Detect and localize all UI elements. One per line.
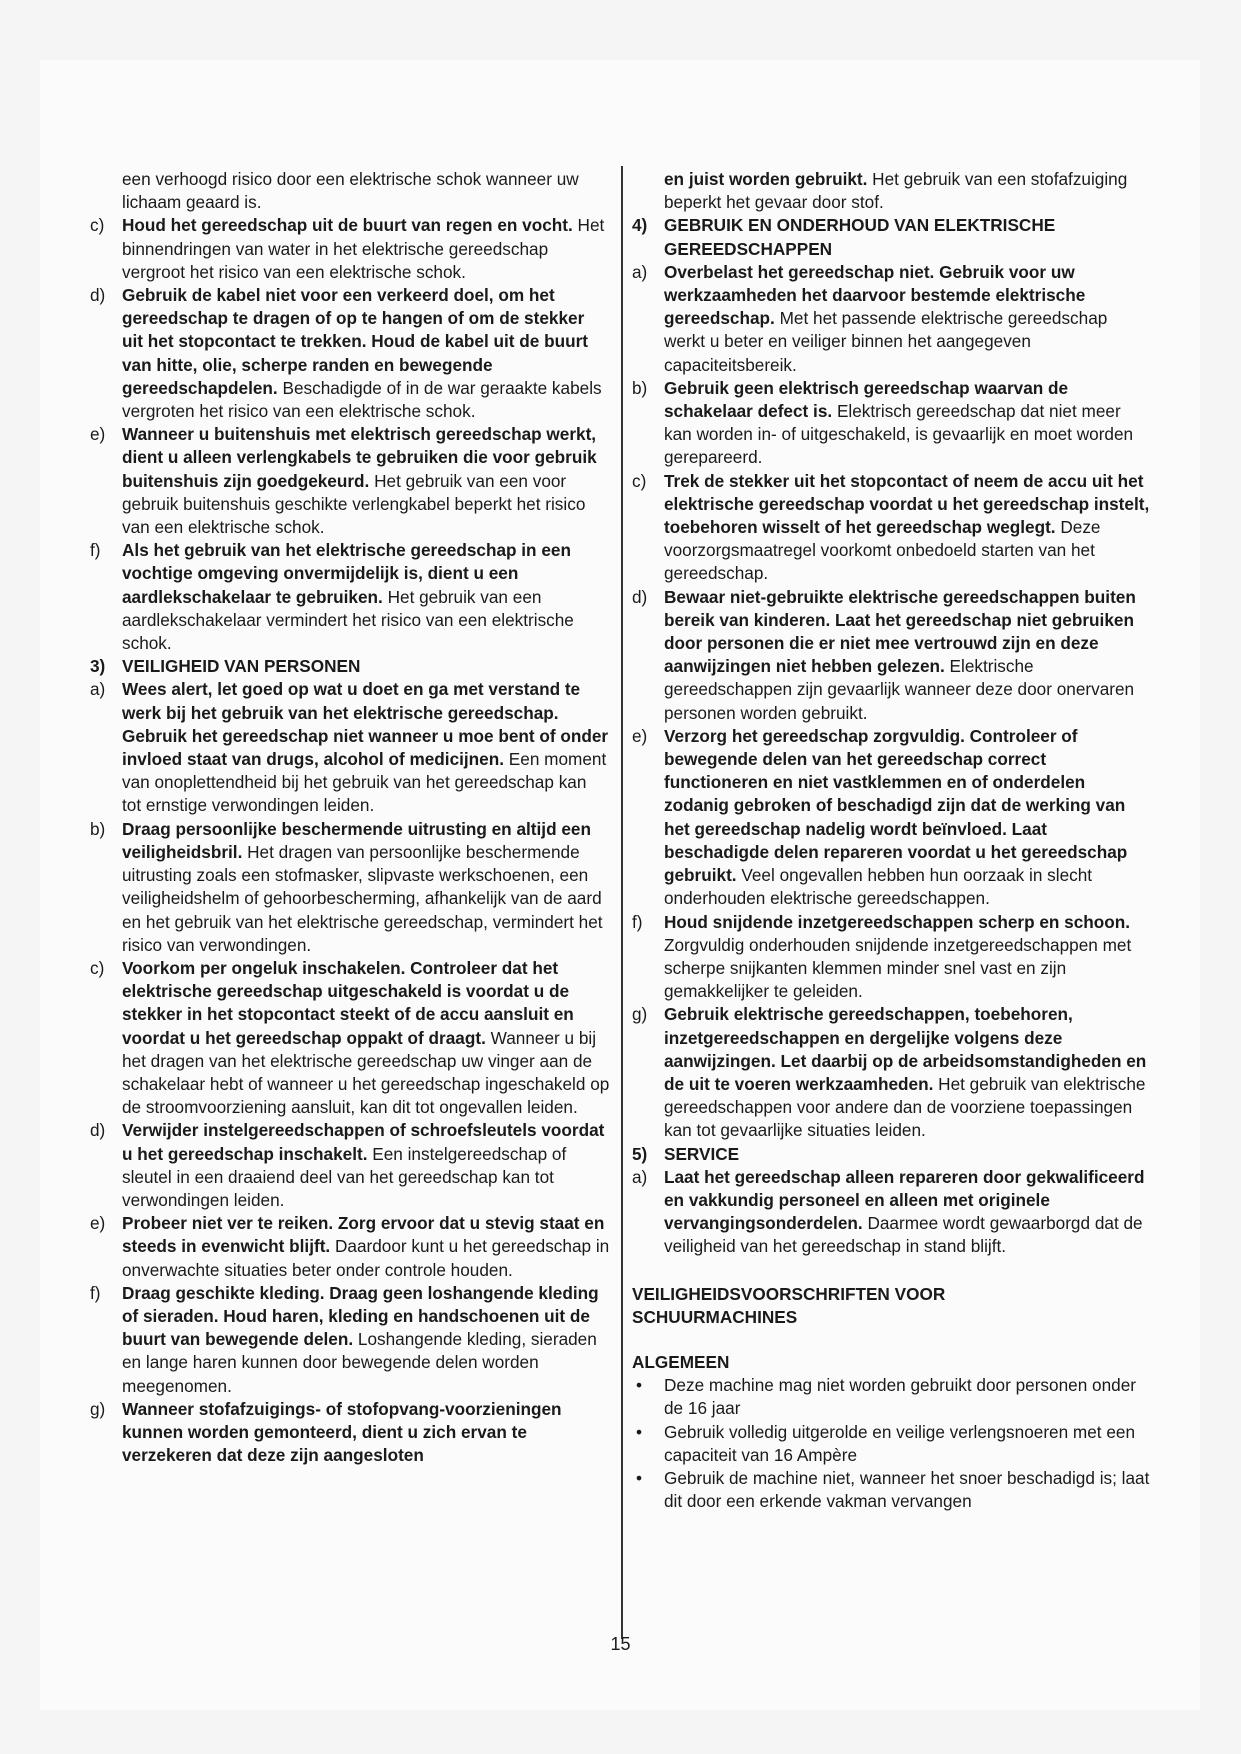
list-item: a) Overbelast het gereedschap niet. Gebruik voor uw werkzaamheden het daarvoor bestemde elektrische gereedschap. Met het passende elektrische gereedschap werkt u beter en veiliger binnen het aangegeven capaciteitsbereik. <box>632 261 1108 375</box>
section-heading-3: 3) VEILIGHEID VAN PERSONEN <box>90 656 361 677</box>
list-item: d) Bewaar niet-gebruikte elektrische gereedschappen buiten bereik van kinderen. Laat het gereedschap niet gebruiken door personen die er niet mee vertrouwd zijn en deze aanwijzingen niet hebben gelezen. Elektrische gereedschappen zijn gevaarlijk wanneer deze door onervaren personen worden gebruikt. <box>632 586 1136 723</box>
list-item: e) Probeer niet ver te reiken. Zorg ervoor dat u stevig staat en steeds in evenwicht blijft. Daardoor kunt u het gereedschap in onverwachte situaties beter onder controle houden. <box>90 1213 610 1280</box>
bullet-item: • Gebruik de machine niet, wanneer het snoer beschadigd is; laat dit door een erkende vakman vervangen <box>636 1467 1150 1512</box>
bullet-item: • Gebruik volledig uitgerolde en veilige verlengsnoeren met een capaciteit van 16 Ampère <box>636 1421 1136 1465</box>
bullet-item: • Deze machine mag niet worden gebruikt door personen onder de 16 jaar <box>636 1375 1136 1419</box>
list-item: a) Wees alert, let goed op wat u doet en ga met verstand te werk bij het gebruik van het elektrische gereedschap. Gebruik het gereedschap niet wanneer u moe bent of onder invloed staat van drugs, alcohol of medicijnen. Een moment van onoplettendheid bij het gebruik van het gereedschap kan tot ernstige verwondingen leiden. <box>90 679 609 816</box>
list-item: g) Wanneer stofafzuigings- of stofopvang-voorzieningen kunnen worden gemonteerd, dient u zich ervan te verzekeren dat deze zijn aangesloten <box>90 1398 562 1466</box>
list-item: e) Verzorg het gereedschap zorgvuldig. Controleer of bewegende delen van het gereedschap correct functioneren en niet vastklemmen en of onderdelen zodanig gebroken of beschadigd zijn dat de werking van het gereedschap nadelig wordt beïnvloed. Laat beschadigde delen repareren voordat u het gereedschap gebruikt. Veel ongevallen hebben hun oorzaak in slecht onderhouden elektrische gereedschappen. <box>632 725 1128 909</box>
list-item: c) Trek de stekker uit het stopcontact of neem de accu uit het elektrische gereedschap voordat u het gereedschap instelt, toebehoren wisselt of het gereedschap weglegt. Deze voorzorgsmaatregel voorkomt onbedoeld starten van het gereedschap. <box>632 470 1150 584</box>
list-item: c) Houd het gereedschap uit de buurt van regen en vocht. Het binnendringen van water in het elektrische gereedschap vergroot het risico van een elektrische schok. <box>90 215 605 282</box>
list-item: f) Houd snijdende inzetgereedschappen scherp en schoon. Zorgvuldig onderhouden snijdende inzetgereedschappen met scherpe snijkanten klemmen minder snel vast en zijn gemakkelijker te geleiden. <box>632 911 1132 1002</box>
list-item: f) Als het gebruik van het elektrische gereedschap in een vochtige omgeving onvermijdelijk is, dient u een aardlekschakelaar te gebruiken. Het gebruik van een aardlekschakelaar vermindert het risico van een elektrische schok. <box>90 540 574 654</box>
list-item: d) Verwijder instelgereedschappen of schroefsleutels voordat u het gereedschap inschakelt. Een instelgereedschap of sleutel in een draaiend deel van het gereedschap kan tot verwondingen leiden. <box>90 1120 605 1210</box>
list-item: a) Laat het gereedschap alleen repareren door gekwalificeerd en vakkundig personeel en alleen met originele vervangingsonderdelen. Daarmee wordt gewaarborgd dat de veiligheid van het gereedschap in stand blijft. <box>632 1166 1145 1257</box>
general-heading: ALGEMEEN <box>632 1351 730 1372</box>
section-heading-5: 5) SERVICE <box>632 1143 740 1164</box>
intro-paragraph: een verhoogd risico door een elektrische schok wanneer uw lichaam geaard is. <box>122 169 579 213</box>
left-column <box>90 168 610 1467</box>
list-item: e) Wanneer u buitenshuis met elektrisch gereedschap werkt, dient u alleen verlengkabels te gebruiken die voor gebruik buitenshuis zijn goedgekeurd. Het gebruik van een voor gebruik buitenshuis geschikte verlengkabel beperkt het risico van een elektrische schok. <box>90 424 597 538</box>
list-item: d) Gebruik de kabel niet voor een verkeerd doel, om het gereedschap te dragen of op te hangen of om de stekker uit het stopcontact te trekken. Houd de kabel uit de buurt van hitte, olie, scherpe randen en bewegende gereedschapdelen. Beschadigde of in de war geraakte kabels vergroten het risico van een elektrische schok. <box>90 285 602 422</box>
safety-heading: VEILIGHEIDSVOORSCHRIFTEN VOOR SCHUURMACHINES <box>632 1283 946 1327</box>
continuation-paragraph: en juist worden gebruikt. Het gebruik van een stofafzuiging beperkt het gevaar door stof. <box>664 169 1128 213</box>
list-item: g) Gebruik elektrische gereedschappen, toebehoren, inzetgereedschappen en dergelijke volgens deze aanwijzingen. Let daarbij op de arbeidsomstandigheden en de uit te voeren werkzaamheden. Het gebruik van elektrische gereedschappen voor andere dan de voorziene toepassingen kan tot gevaarlijke situaties leiden. <box>632 1004 1147 1141</box>
right-column <box>632 168 1152 1513</box>
list-item: b) Draag persoonlijke beschermende uitrusting en altijd een veiligheidsbril. Het dragen van persoonlijke beschermende uitrusting zoals een stofmasker, slipvaste werkschoenen, een veiligheidshelm of gehoorbescherming, afhankelijk van de aard en het gebruik van het elektrische gereedschap, vermindert het risico van verwondingen. <box>90 818 603 955</box>
list-item: c) Voorkom per ongeluk inschakelen. Controleer dat het elektrische gereedschap uitgeschakeld is voordat u de stekker in het stopcontact steekt of de accu aansluit en voordat u het gereedschap oppakt of draagt. Wanneer u bij het dragen van het elektrische gereedschap uw vinger aan de schakelaar hebt of wanneer u het gereedschap ingeschakeld op de stroomvoorziening aansluit, kan dit tot ongevallen leiden. <box>90 957 610 1118</box>
section-heading-4: 4) GEBRUIK EN ONDERHOUD VAN ELEKTRISCHE GEREEDSCHAPPEN <box>632 215 1056 259</box>
list-item: b) Gebruik geen elektrisch gereedschap waarvan de schakelaar defect is. Elektrisch gereedschap dat niet meer kan worden in- of uitgeschakeld, is gevaarlijk en moet worden gerepareerd. <box>632 377 1134 468</box>
page-number: 15 <box>610 1634 631 1654</box>
column-divider <box>621 166 623 1639</box>
list-item: f) Draag geschikte kleding. Draag geen loshangende kleding of sieraden. Houd haren, kleding en handschoenen uit de buurt van bewegende delen. Loshangende kleding, sieraden en lange haren kunnen door bewegende delen worden meegenomen. <box>90 1282 599 1396</box>
